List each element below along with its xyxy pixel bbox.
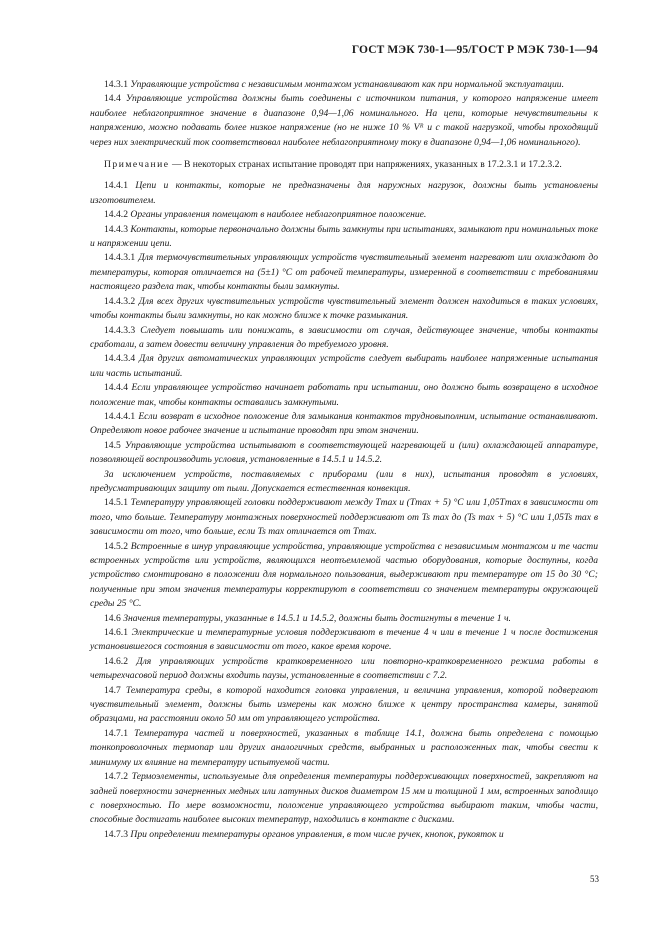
clause-number: 14.4 [104,93,121,105]
clause-text: Следует повышать или понижать, в зависимости от случая, действующее значение, чтобы контакты сработали, а затем довести величину управления до требуемого уровня. [90,324,598,350]
clause-number: 14.4.3 [104,223,128,235]
clause-number: 14.4.3.2 [104,295,136,307]
clause-number: 14.4.4 [104,382,128,394]
clause-text: Температура среды, в которой находится головка управления, и величина управления, которой подвергают чувствительный элемент, должны быть измерены как можно ближе к центру пространства камеры, занятой образцами, на расстоянии около 50 мм от управляющего устройства. [90,684,598,725]
clause-number: 14.4.2 [104,209,128,221]
paragraph [90,92,598,150]
clause-text: Температура частей и поверхностей, указанных в таблице 14.1, должна быть определена с помощью тонкопроволочных термопар или других аналогичных средств, выбранных и расположенных так, чтобы свести к минимуму их влияние на температуру испытуемой части. [90,727,598,768]
paragraph [90,540,598,612]
paragraph [90,468,598,497]
clause-text: Для других автоматических управляющих устройств следует выбирать наиболее напряженные испытания или часть испытаний. [90,353,598,379]
clause-number: 14.7.3 [104,828,128,840]
paragraph [90,179,598,208]
clause-number: 14.7.2 [104,771,128,783]
paragraph [90,828,598,842]
clause-number: 14.3.1 [104,79,128,90]
paragraph [90,208,598,222]
clause-number: 14.6.2 [104,655,128,667]
document-header: ГОСТ МЭК 730-1—95/ГОСТ Р МЭК 730-1—94 [351,44,598,56]
clause-number: 14.4.4.1 [104,410,136,422]
paragraph [90,612,598,626]
paragraph [90,496,598,539]
clause-text: Органы управления помещают в наиболее неблагоприятное положение. [130,209,427,221]
clause-number: 14.5.2 [104,540,128,552]
clause-text: Температуру управляющей головки поддерживают между Tmax и (Tmax + 5) °С или 1,05Tmax в зависимости от того, что больше. Температуру монтажных поверхностей поддерживают от Ts max до (Ts max + 5) °С или 1,05Ts max в зависимости от того, что больше, если Ts max отличается от Tmax. [90,497,599,538]
paragraph [90,324,598,353]
clause-text: Если возврат в исходное положение для замыкания контактов трудновыполним, испытание останавливают. Определяют новое рабочее значение и испытание проводят при этом значении. [90,410,598,437]
clause-number: 14.6 [104,612,121,624]
paragraph [90,223,598,252]
paragraph [90,439,598,468]
clause-text: Термоэлементы, используемые для определения температуры поддерживающих поверхностей, закрепляют на задней поверхности зачерненных медных или латунных дисков диаметром 15 мм и толщиной 1 мм, встроенных заподлицо с поверхностью. По мере возможности, положение управляющего устройства выбирают таким, чтобы части, способные достигать наиболее высоких температур, находились в контакте с дисками. [90,771,598,826]
paragraph [90,381,598,410]
page-number: 53 [590,874,599,884]
clause-text: Если управляющее устройство начинает работать при испытании, оно должно быть возвращено в исходное положение так, чтобы контакты оставались замкнутыми. [90,382,598,408]
clause-text: Электрические и температурные условия поддерживают в течение 4 ч или в течение 1 ч после достижения установившегося состояния в зависимости от того, какое время короче. [90,627,598,653]
paragraph [90,626,598,655]
clause-number: 14.4.3.1 [104,252,136,264]
paragraph [90,655,598,684]
paragraph [90,684,598,727]
document-body [90,78,598,842]
clause-number: 14.5.1 [104,497,128,509]
clause-text: Для всех других чувствительных устройств чувствительный элемент должен находиться в таких условиях, чтобы контакты были замкнуты, но как можно ближе к точке размыкания. [90,295,598,322]
clause-text: Контакты, которые первоначально должны быть замкнуты при испытаниях, замыкают при номинальных токе и напряжении цепи. [90,223,598,250]
clause-number: 14.4.3.4 [104,353,136,365]
clause-number: 14.4.1 [104,180,128,192]
clause-number: 14.7.1 [104,727,128,739]
clause-text: Для термочувствительных управляющих устройств чувствительный элемент нагревают или охлаждают до температуры, которая отличается на (5±1) °С от рабочей температуры, измеренной в соответствии с требованиями настоящего раздела так, чтобы контакты были замкнуты. [90,252,598,293]
paragraph [90,770,598,828]
paragraph [90,352,598,381]
clause-text: Управляющие устройства должны быть соединены с источником питания, у которого напряжение имеет наиболее неблагоприятное значение в диапазоне 0,94—1,06 номинального. На цепи, которые нечувствительны к напряжению, можно подавать более низкое напряжение (но не ниже 10 % Vᴿ и с такой нагрузкой, чтобы проходящий через них электрический ток соответствовал наиболее неблагоприятному току в диапазоне 0,94—1,06 номинального). [90,93,598,148]
paragraph [90,727,598,770]
paragraph [90,295,598,324]
clause-text: Управляющие устройства испытывают в соответствующей нагревающей и (или) охлаждающей аппаратуре, позволяющей воспроизводить условия, установленные в 14.5.1 и 14.5.2. [90,439,598,466]
paragraph [90,78,598,92]
clause-text: Встроенные в шнур управляющие устройства, управляющие устройства с независимым монтажом и те части встроенных устройств или устройств, являющихся неотъемлемой частью оборудования, которые доступны, когда устройство смонтировано в положении для нормального пользования, выдерживают при температуре от 15 до 30 °С; полученные при этом значения температуры корректируют в соответствии со значением температуры окружающей среды 25 °С. [90,540,598,610]
clause-text: Значения температуры, указанные в 14.5.1 и 14.5.2, должны быть достигнуты в течение 1 ч. [123,612,511,624]
clause-number: 14.7 [104,684,121,696]
paragraph [90,251,598,294]
clause-number: 14.6.1 [104,627,128,639]
note-label: Примечание [104,159,170,171]
clause-text: За исключением устройств, поставляемых с приборами (или в них), испытания проводят в условиях, предусматривающих защиту от пыли. Допускается естественная конвекция. [90,468,598,494]
paragraph [90,158,598,172]
clause-text: Для управляющих устройств кратковременного или повторно-кратковременного режима работы в четырехчасовой период должны входить паузы, установленные в соответствии с 7.2. [90,655,598,682]
clause-text: Цепи и контакты, которые не предназначены для наружных нагрузок, должны быть установлены изготовителем. [90,180,598,206]
paragraph [90,410,598,439]
clause-number: 14.4.3.3 [104,324,136,336]
clause-text: — В некоторых странах испытание проводят при напряжениях, указанных в 17.2.3.1 и 17.2.3.2. [171,159,562,171]
clause-text: При определении температуры органов управления, в том числе ручек, кнопок, рукояток и [130,828,504,840]
clause-text: Управляющие устройства с независимым монтажом устанавливают как при нормальной эксплуатации. [130,79,564,90]
clause-number: 14.5 [104,439,121,451]
